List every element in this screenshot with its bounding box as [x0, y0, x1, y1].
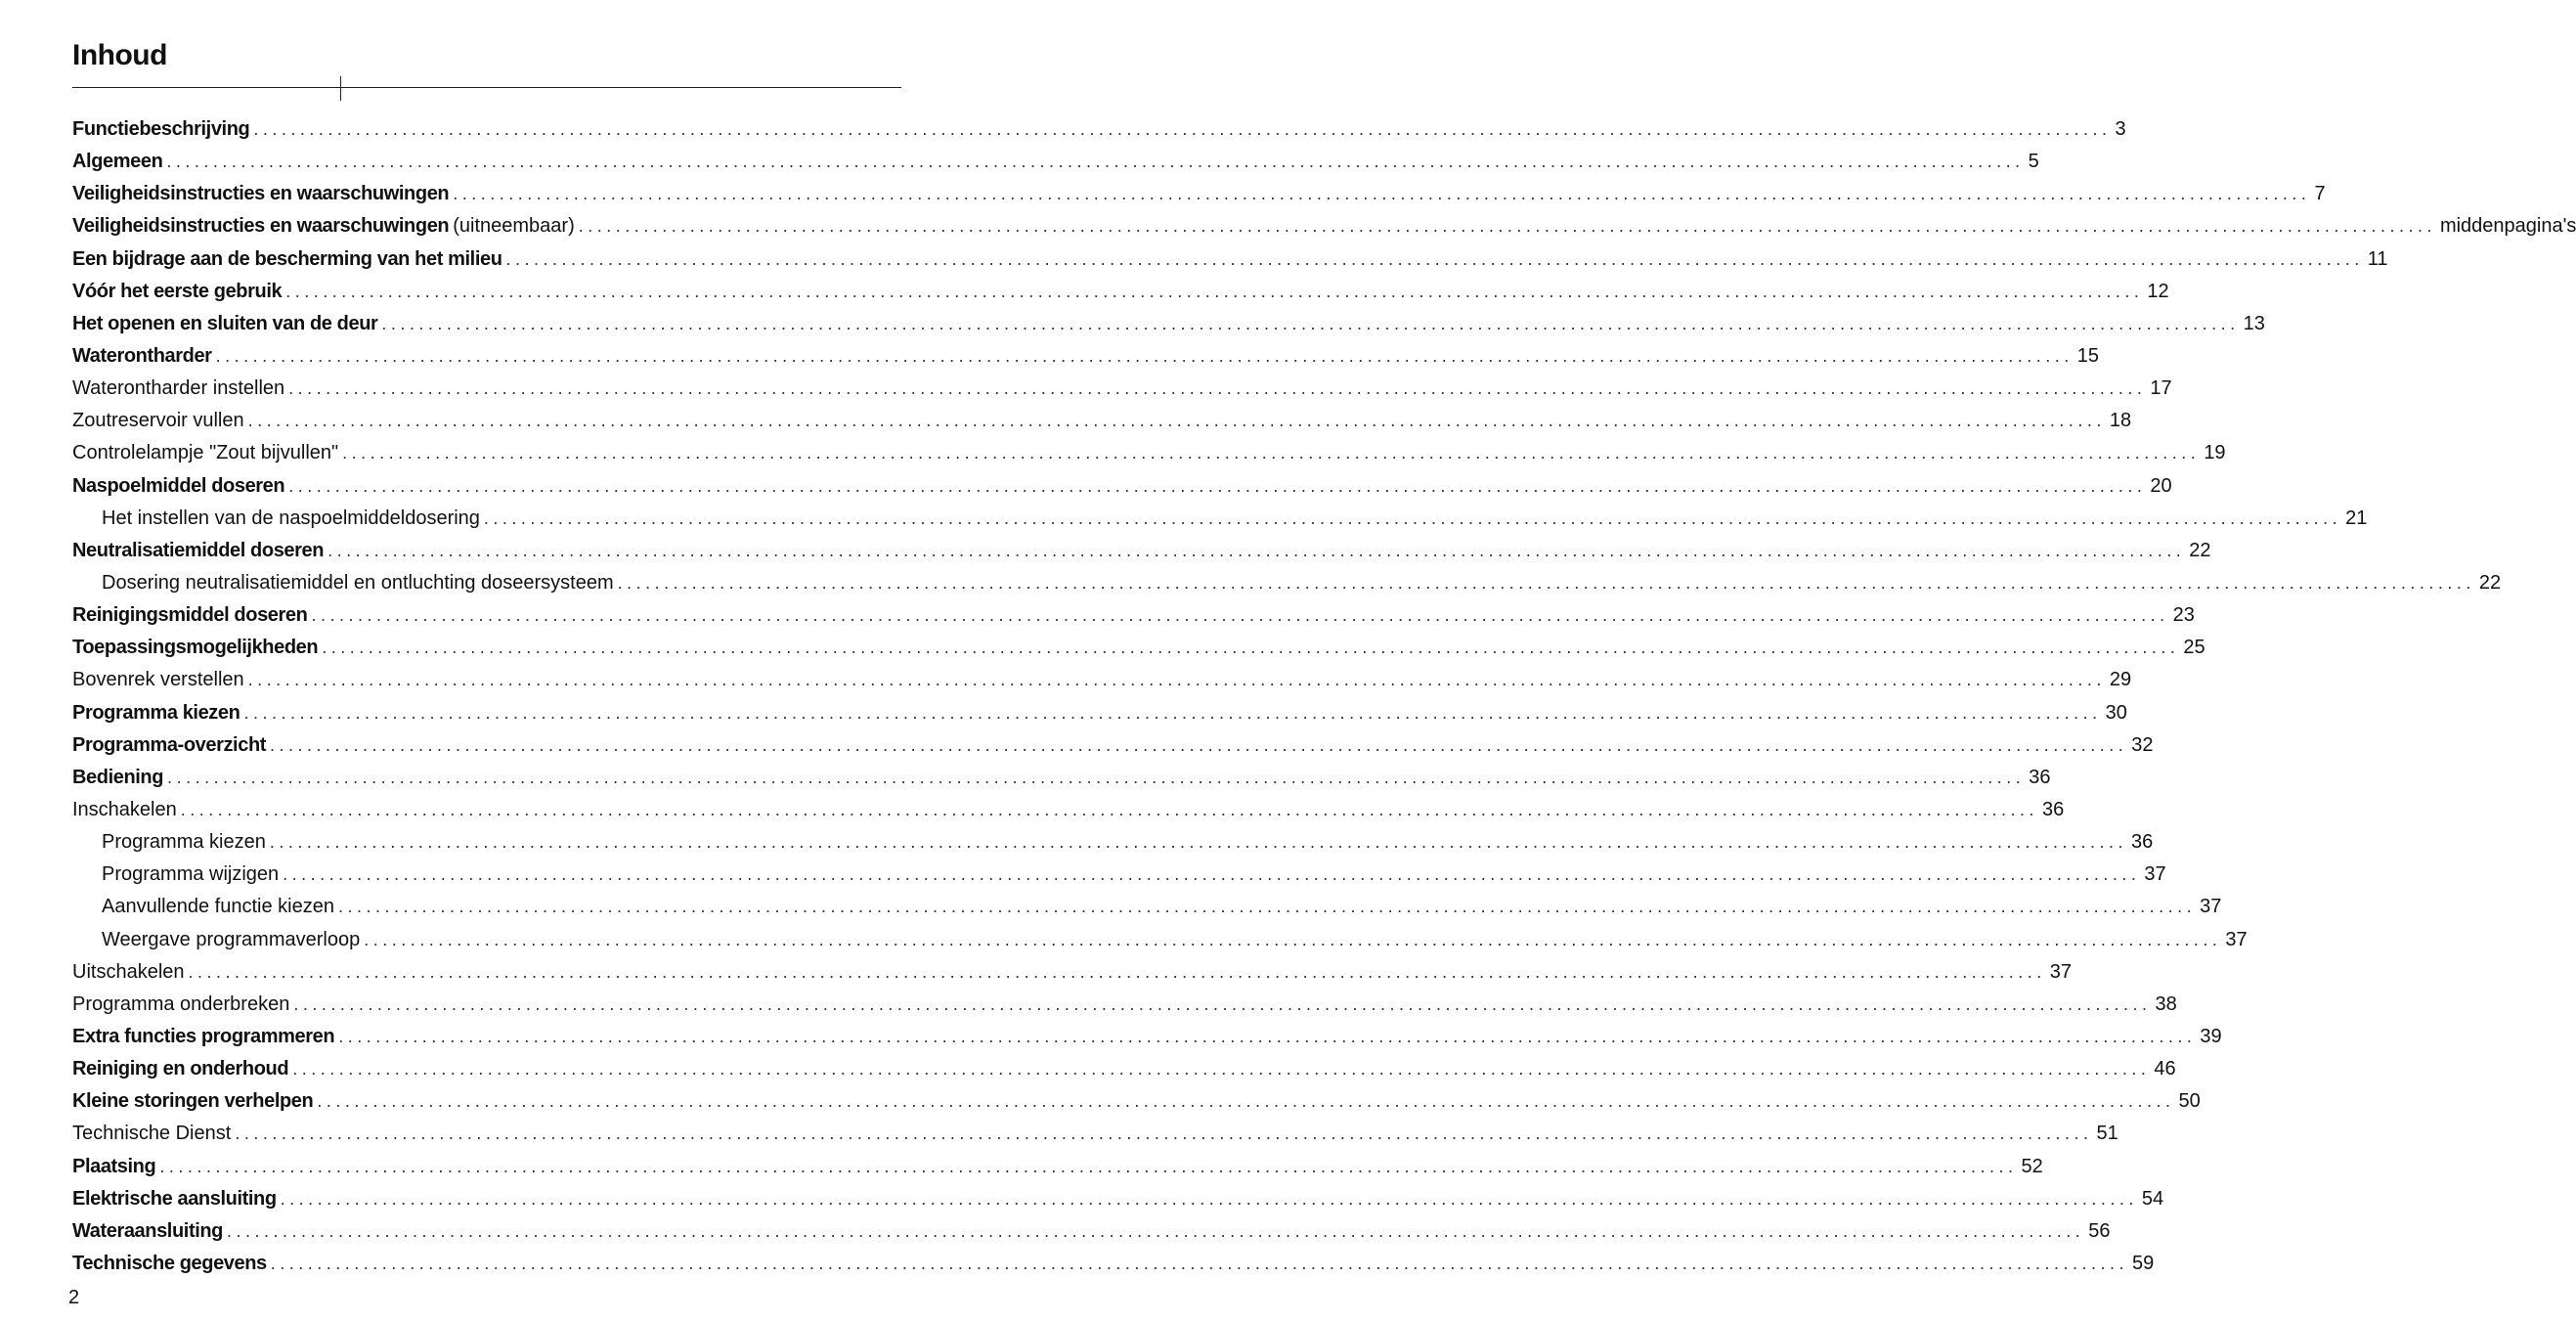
toc-entry[interactable] — [0, 1085, 2201, 1118]
toc-page-number: 3 — [2115, 118, 2126, 140]
toc-entry-title: Extra functies programmeren — [72, 1025, 335, 1047]
toc-page-number: 37 — [2049, 960, 2072, 983]
toc-entry-title: Zoutreservoir vullen — [72, 410, 244, 432]
toc-entry[interactable] — [0, 373, 2172, 405]
dot-leader: ........................................................................................................................................................................................................ — [292, 1059, 2151, 1080]
toc-entry[interactable] — [0, 924, 2248, 956]
dot-leader: ........................................................................................................................................................................................................ — [283, 864, 2141, 885]
toc-page-number: 36 — [2029, 766, 2051, 788]
toc-page-number: 12 — [2147, 280, 2169, 302]
toc-page-number: 17 — [2150, 377, 2172, 400]
toc-entry[interactable] — [0, 1053, 2176, 1085]
toc-entry[interactable] — [0, 405, 2132, 437]
toc-entry[interactable] — [0, 470, 2172, 503]
dot-leader: ........................................................................................................................................................................................................ — [338, 1026, 2197, 1046]
title-underline — [72, 87, 901, 88]
toc-entry-title: Het openen en sluiten van de deur — [72, 312, 378, 334]
toc-entry[interactable] — [0, 826, 2154, 859]
toc-page-number: 37 — [2144, 863, 2166, 886]
toc-entry[interactable] — [0, 697, 2127, 729]
toc-entry[interactable] — [0, 599, 2195, 632]
dot-leader: ........................................................................................................................................................................................................ — [167, 767, 2026, 787]
toc-page-number: 19 — [2204, 442, 2226, 464]
dot-leader: ........................................................................................................................................................................................................ — [337, 897, 2197, 917]
dot-leader: ........................................................................................................................................................................................................ — [317, 1091, 2175, 1112]
toc-entry-title: Elektrische aansluiting — [72, 1187, 277, 1210]
toc-entry-title: Neutralisatiemiddel doseren — [72, 539, 325, 561]
toc-entry[interactable] — [0, 762, 2051, 794]
dot-leader: ........................................................................................................................................................................................................ — [327, 540, 2186, 560]
dot-leader: ........................................................................................................................................................................................................ — [247, 411, 2106, 431]
toc-entry-title: Bovenrek verstellen — [72, 669, 244, 691]
dot-leader: ........................................................................................................................................................................................................ — [322, 638, 2180, 658]
toc-entry[interactable] — [0, 1151, 2043, 1183]
toc-entry[interactable] — [0, 1118, 2118, 1150]
dot-leader: ........................................................................................................................................................................................................ — [381, 313, 2240, 333]
toc-entry-title: Technische Dienst — [72, 1123, 232, 1145]
toc-page-number: 37 — [2225, 928, 2248, 950]
toc-page-number: 29 — [2109, 669, 2132, 691]
dot-leader: ........................................................................................................................................................................................................ — [288, 475, 2147, 496]
toc-entry[interactable] — [0, 340, 2100, 373]
toc-entry[interactable] — [0, 210, 2576, 242]
toc-page-number: 22 — [2189, 539, 2211, 561]
toc-entry-title: Programma onderbreken — [72, 992, 290, 1015]
toc-page-number: 7 — [2314, 183, 2326, 205]
toc-entry[interactable] — [0, 859, 2166, 891]
toc-entry[interactable] — [0, 729, 2154, 762]
dot-leader: ........................................................................................................................................................................................................ — [253, 119, 2112, 139]
toc-entry[interactable] — [0, 891, 2222, 923]
toc-entry[interactable] — [0, 535, 2211, 567]
dot-leader: ........................................................................................................................................................................................................ — [243, 702, 2102, 723]
toc-page-number: middenpagina's — [2439, 215, 2576, 238]
toc-entry-title: Wateraansluiting — [72, 1219, 223, 1242]
toc-page-number: 37 — [2200, 896, 2222, 918]
toc-page-number: 30 — [2105, 701, 2127, 724]
dot-leader: ........................................................................................................................................................................................................ — [285, 281, 2144, 301]
dot-leader: ........................................................................................................................................................................................................ — [215, 345, 2074, 366]
table-of-contents — [0, 113, 2576, 1280]
toc-entry-title: Veiligheidsinstructies en waarschuwingen — [72, 215, 450, 238]
dot-leader: ........................................................................................................................................................................................................ — [247, 670, 2106, 690]
dot-leader: ........................................................................................................................................................................................................ — [270, 734, 2128, 755]
toc-entry-title: Waterontharder instellen — [72, 377, 285, 400]
toc-entry-title: Veiligheidsinstructies en waarschuwingen — [72, 183, 450, 205]
dot-leader: ........................................................................................................................................................................................................ — [617, 572, 2475, 593]
toc-entry-note: (uitneembaar) — [453, 215, 575, 238]
dot-leader: ........................................................................................................................................................................................................ — [342, 443, 2201, 463]
dot-leader: ........................................................................................................................................................................................................ — [483, 507, 2342, 528]
dot-leader: ........................................................................................................................................................................................................ — [166, 152, 2025, 172]
toc-entry-title: Technische gegevens — [72, 1252, 267, 1274]
dot-leader: ........................................................................................................................................................................................................ — [159, 1156, 2018, 1176]
dot-leader: ........................................................................................................................................................................................................ — [364, 929, 2222, 949]
toc-page-number: 21 — [2345, 507, 2368, 529]
toc-entry[interactable] — [0, 989, 2177, 1021]
toc-entry-title: Weergave programmaverloop — [102, 928, 361, 950]
toc-entry-title: Programma-overzicht — [72, 733, 267, 756]
toc-page-number: 36 — [2041, 798, 2065, 820]
toc-entry[interactable] — [0, 178, 2326, 210]
toc-page-number: 38 — [2155, 992, 2177, 1015]
toc-entry-title: Plaatsing — [72, 1155, 156, 1177]
toc-page-number: 56 — [2088, 1219, 2111, 1242]
toc-entry-title: Programma kiezen — [102, 831, 266, 854]
toc-entry-title: Uitschakelen — [72, 960, 185, 983]
toc-entry-title: Bediening — [72, 766, 164, 788]
toc-entry[interactable] — [0, 503, 2368, 535]
toc-entry-title: Het instellen van de naspoelmiddeldosering — [102, 507, 480, 529]
toc-page-number: 11 — [2367, 247, 2388, 270]
toc-page-number: 18 — [2109, 410, 2132, 432]
toc-entry[interactable] — [0, 308, 2265, 340]
dot-leader: ........................................................................................................................................................................................................ — [505, 248, 2364, 269]
toc-entry[interactable] — [0, 243, 2388, 276]
toc-entry[interactable] — [0, 956, 2072, 989]
toc-entry[interactable] — [0, 1021, 2222, 1053]
toc-page-number: 22 — [2478, 571, 2502, 594]
toc-entry-title: Functiebeschrijving — [72, 118, 250, 140]
toc-entry[interactable] — [0, 1248, 2155, 1280]
toc-entry-title: Reiniging en onderhoud — [72, 1058, 289, 1080]
toc-entry-title: Reinigingsmiddel doseren — [72, 604, 308, 627]
toc-entry-title: Inschakelen — [72, 798, 177, 820]
dot-leader: ........................................................................................................................................................................................................ — [180, 799, 2038, 819]
toc-entry-title: Dosering neutralisatiemiddel en ontluchting doseersysteem — [102, 571, 614, 594]
toc-page-number: 32 — [2131, 733, 2154, 756]
dot-leader: ........................................................................................................................................................................................................ — [578, 216, 2436, 237]
toc-page-number: 39 — [2200, 1025, 2222, 1047]
toc-page-number: 25 — [2183, 637, 2205, 659]
toc-entry-title: Programma kiezen — [72, 701, 240, 724]
toc-page-number: 46 — [2154, 1058, 2176, 1080]
dot-leader: ........................................................................................................................................................................................................ — [453, 184, 2311, 204]
toc-page-number: 52 — [2021, 1155, 2043, 1177]
toc-page-number: 50 — [2178, 1090, 2201, 1113]
toc-entry-title: Aanvullende functie kiezen — [102, 896, 334, 918]
toc-entry[interactable] — [0, 146, 2039, 178]
toc-page-number: 54 — [2141, 1187, 2164, 1210]
toc-entry[interactable] — [0, 794, 2065, 826]
dot-leader: ........................................................................................................................................................................................................ — [311, 605, 2169, 626]
toc-entry-title: Naspoelmiddel doseren — [72, 474, 285, 497]
dot-leader: ........................................................................................................................................................................................................ — [280, 1188, 2138, 1209]
dot-leader: ........................................................................................................................................................................................................ — [288, 378, 2147, 399]
toc-page-number: 20 — [2150, 474, 2172, 497]
toc-entry-title: Vóór het eerste gebruik — [72, 280, 283, 302]
dot-leader: ........................................................................................................................................................................................................ — [269, 832, 2128, 853]
toc-entry-title: Kleine storingen verhelpen — [72, 1090, 314, 1113]
toc-entry[interactable] — [0, 664, 2132, 696]
toc-entry[interactable] — [0, 113, 2126, 146]
toc-entry-title: Een bijdrage aan de bescherming van het milieu — [72, 247, 502, 270]
toc-entry-title: Waterontharder — [72, 344, 212, 367]
toc-entry[interactable] — [0, 437, 2226, 469]
toc-entry[interactable] — [0, 1215, 2111, 1248]
toc-page-number: 13 — [2243, 312, 2265, 334]
toc-entry-title: Programma wijzigen — [102, 863, 280, 886]
page-title: Inhoud — [72, 39, 167, 71]
toc-page-number: 15 — [2076, 344, 2100, 367]
toc-entry[interactable] — [0, 1183, 2164, 1215]
toc-page-number: 59 — [2131, 1252, 2155, 1274]
toc-page-number: 23 — [2172, 604, 2195, 627]
toc-entry[interactable] — [0, 632, 2205, 664]
dot-leader: ........................................................................................................................................................................................................ — [270, 1253, 2128, 1273]
toc-entry-title: Controlelampje "Zout bijvullen" — [72, 442, 339, 464]
toc-entry[interactable] — [0, 276, 2169, 308]
dot-leader: ........................................................................................................................................................................................................ — [293, 993, 2152, 1014]
toc-entry[interactable] — [0, 567, 2502, 599]
toc-entry-title: Toepassingsmogelijkheden — [72, 637, 319, 659]
toc-entry-title: Algemeen — [72, 151, 163, 173]
dot-leader: ........................................................................................................................................................................................................ — [227, 1220, 2085, 1241]
page-number: 2 — [68, 1287, 80, 1308]
toc-page-number: 51 — [2096, 1123, 2118, 1145]
dot-leader: ........................................................................................................................................................................................................ — [235, 1124, 2093, 1144]
rule-tick-mark — [340, 76, 341, 101]
toc-page-number: 5 — [2028, 151, 2039, 173]
toc-page-number: 36 — [2131, 831, 2154, 854]
dot-leader: ........................................................................................................................................................................................................ — [188, 961, 2046, 982]
